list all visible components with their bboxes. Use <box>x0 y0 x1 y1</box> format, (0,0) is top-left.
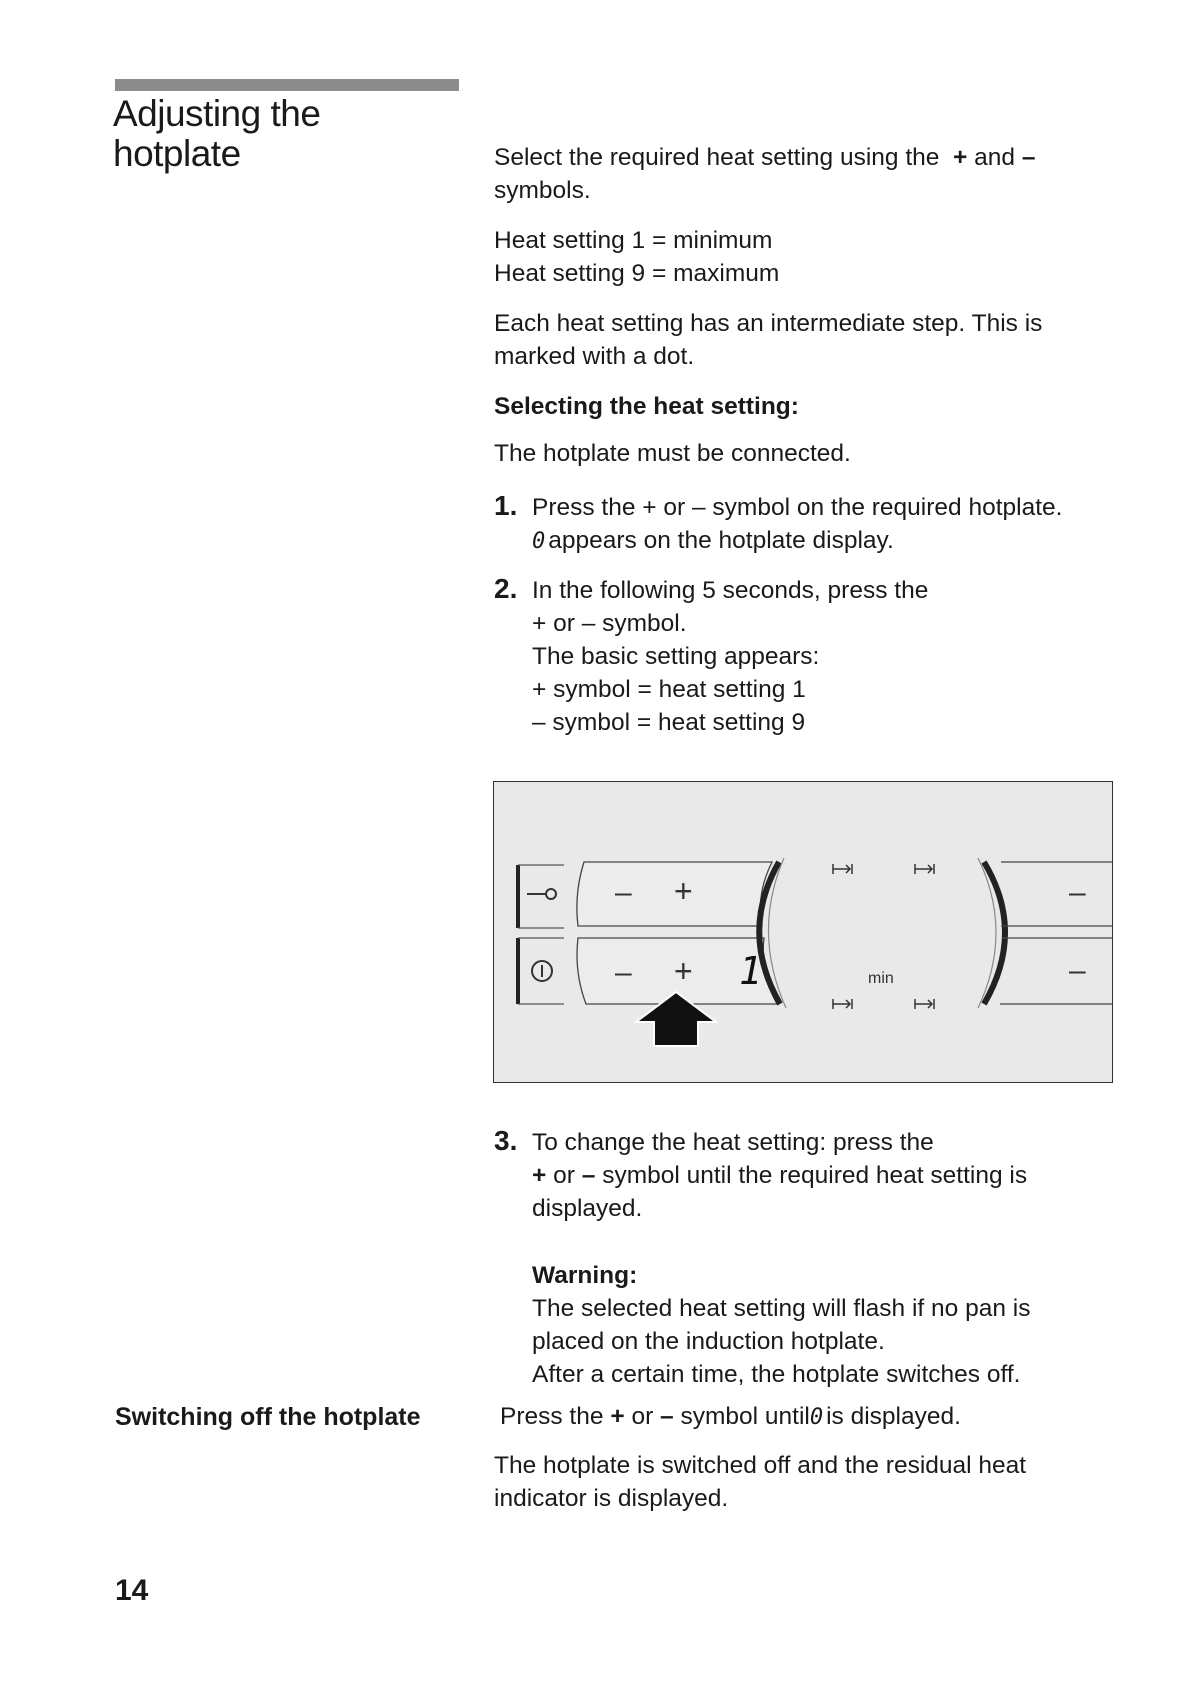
warning-block <box>532 1259 1132 1391</box>
page-title: Adjusting the hotplate <box>113 93 321 174</box>
switch-off-or: or <box>631 1403 654 1430</box>
panel-minus-right-top[interactable]: – <box>1069 876 1086 909</box>
intro-and: and <box>974 144 1016 171</box>
step-3-line3: displayed. <box>532 1195 643 1222</box>
panel-minus-bottom[interactable]: – <box>615 956 632 989</box>
switch-off-displayed: is displayed. <box>826 1403 961 1430</box>
panel-display-digit: 1 <box>739 949 762 993</box>
step-1-line1: Press the + or – symbol on the required hotplate. <box>532 494 1063 521</box>
switch-off-heading: Switching off the hotplate <box>115 1403 421 1431</box>
intro-plus: + <box>953 144 968 171</box>
warning-heading: Warning: <box>532 1262 638 1289</box>
page-number: 14 <box>115 1574 149 1607</box>
intermediate-line2: marked with a dot. <box>494 343 695 370</box>
step-3-minus: – <box>581 1162 596 1189</box>
right-bottom-slider-frame <box>1000 938 1112 1004</box>
intermediate-line1: Each heat setting has an intermediate step. This is <box>494 310 1043 337</box>
warning-line1: The selected heat setting will flash if no pan is <box>532 1295 1031 1322</box>
heat-range <box>494 224 1134 290</box>
step-2-line4: + symbol = heat setting 1 <box>532 676 806 703</box>
intro-minus: – <box>1021 144 1036 171</box>
right-zone-bracket <box>984 862 1005 1004</box>
switch-off-minus: – <box>660 1403 674 1430</box>
control-panel-illustration <box>493 781 1113 1083</box>
switch-off-instruction <box>500 1400 1140 1434</box>
step-2-line2: + or – symbol. <box>532 610 687 637</box>
connected-text: The hotplate must be connected. <box>494 440 851 467</box>
switch-off-result-line2: indicator is displayed. <box>494 1485 729 1512</box>
warning-line2: placed on the induction hotplate. <box>532 1328 885 1355</box>
panel-minus-right-bottom[interactable]: – <box>1069 954 1086 987</box>
step-2-number: 2. <box>494 573 518 604</box>
control-panel-svg <box>494 782 1112 1082</box>
step-1-number: 1. <box>494 490 518 521</box>
panel-minus-top[interactable]: – <box>615 876 632 909</box>
zero-display-glyph: 0 <box>532 529 546 554</box>
min-label: min <box>868 970 894 987</box>
switch-off-until: symbol until <box>680 1403 810 1430</box>
intro-line2: symbols. <box>494 177 591 204</box>
switch-off-plus: + <box>610 1403 625 1430</box>
step-3-line2: symbol until the required heat setting is <box>602 1162 1028 1189</box>
panel-plus-bottom[interactable]: + <box>674 953 693 989</box>
key-lock-icon <box>518 865 564 928</box>
switch-off-result-line1: The hotplate is switched off and the residual heat <box>494 1452 1027 1479</box>
step-2-line1: In the following 5 seconds, press the <box>532 577 929 604</box>
step-1-line2: appears on the hotplate display. <box>548 527 894 554</box>
switch-off-zero-glyph: 0 <box>809 1405 824 1430</box>
step-3-or: or <box>553 1162 575 1189</box>
intermediate-paragraph <box>494 307 1134 373</box>
step-2-line5: – symbol = heat setting 9 <box>532 709 806 736</box>
heat-max-text: Heat setting 9 = maximum <box>494 260 780 287</box>
timer-arrow-icon <box>833 864 934 1009</box>
warning-line3: After a certain time, the hotplate switches off. <box>532 1361 1021 1388</box>
heat-min-text: Heat setting 1 = minimum <box>494 227 773 254</box>
switch-off-press: Press the <box>500 1403 604 1430</box>
section-rule <box>115 79 459 91</box>
intro-line1: Select the required heat setting using the <box>494 144 940 171</box>
switch-off-result <box>494 1449 1134 1515</box>
step-3-number: 3. <box>494 1125 518 1156</box>
right-top-slider-frame <box>1001 862 1112 926</box>
intro-paragraph <box>494 141 1134 207</box>
step-3-plus: + <box>532 1162 547 1189</box>
power-icon <box>518 938 564 1004</box>
step-2-line3: The basic setting appears: <box>532 643 820 670</box>
step-3-line1: To change the heat setting: press the <box>532 1129 934 1156</box>
panel-plus-top[interactable]: + <box>674 873 693 909</box>
selecting-heading: Selecting the heat setting: <box>494 393 799 420</box>
